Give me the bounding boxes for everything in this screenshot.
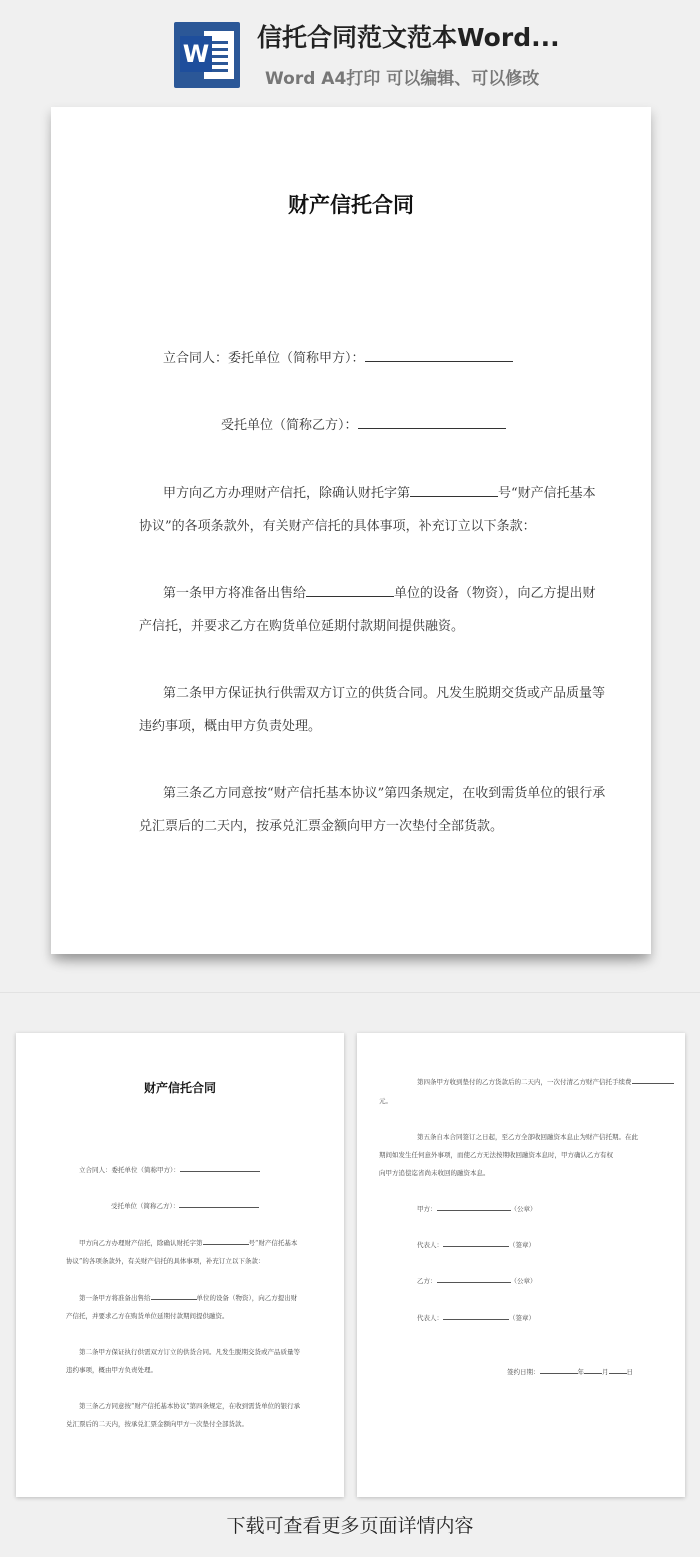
page-title: 信托合同范文范本Word...	[257, 23, 560, 52]
thumb-party-a	[79, 1165, 260, 1174]
page-thumbnail-1[interactable]	[16, 1033, 344, 1497]
thumb-art5-2: 期间如发生任何意外事项，而使乙方无法按期收回融资本息时，甲方确认乙方有权	[379, 1151, 613, 1159]
thumb-party-a-label: 立合同人：委托单位（简称甲方）：	[79, 1166, 180, 1174]
rep-a-label: 代表人：	[417, 1241, 443, 1249]
article-1-text-b: 单位的设备（物资），向乙方提出财	[394, 586, 596, 601]
party-a-label: 立合同人：委托单位（简称甲方）：	[163, 351, 365, 366]
thumb-art3-1: 第三条乙方同意按“财产信托基本协议”第四条规定，在收到需货单位的银行承	[79, 1402, 301, 1410]
thumb-blank	[180, 1165, 260, 1172]
thumb-intro-b: 号“财产信托基本	[248, 1239, 298, 1247]
article-1-text-a: 第一条甲方将准备出售给	[163, 586, 307, 601]
document-title: 财产信托合同	[288, 193, 414, 217]
intro-text-a: 甲方向乙方办理财产信托，除确认财托字第	[163, 486, 411, 501]
party-b-blank	[358, 416, 506, 429]
sign-b-seal: （公章）	[510, 1277, 537, 1285]
thumb-art1-a: 第一条甲方将准备出售给	[79, 1294, 151, 1302]
thumb-blank	[632, 1077, 674, 1084]
page-subtitle: Word A4打印 可以编辑、可以修改	[265, 69, 540, 89]
thumb-art5-1: 第五条自本合同签订之日起，至乙方全部收回融资本息止为财产信托期。在此	[417, 1133, 638, 1141]
thumb-blank	[584, 1367, 602, 1374]
thumb-art5-3: 向甲方追偿迄省尚未收回的融资本息。	[379, 1169, 490, 1177]
thumb-art1-1	[79, 1293, 297, 1302]
date-year: 年	[577, 1368, 584, 1376]
thumb-art4-2: 元。	[379, 1097, 392, 1105]
party-b-line	[221, 414, 506, 433]
article-2-line-1: 第二条甲方保证执行供需双方订立的供货合同。凡发生脱期交货或产品质量等	[163, 686, 606, 701]
article-3-line-2: 兑汇票后的二天内，按承兑汇票金额向甲方一次垫付全部货款。	[139, 819, 504, 834]
date-label: 签约日期：	[507, 1368, 540, 1376]
buyer-unit-blank	[306, 584, 394, 597]
thumb-art1-2: 产信托，并要求乙方在购货单位延期付款期间提供融资。	[66, 1312, 229, 1320]
rep-a-seal: （签章）	[509, 1241, 535, 1249]
sign-date	[507, 1367, 633, 1376]
sign-party-b	[417, 1276, 537, 1285]
sign-b-label: 乙方：	[417, 1277, 437, 1285]
party-a-blank	[365, 349, 513, 362]
thumb-blank	[179, 1201, 259, 1208]
thumb-art4-text: 第四条甲方收到垫付的乙方货款后的二天内，一次付清乙方财产信托手续费	[417, 1078, 632, 1086]
party-b-label: 受托单位（简称乙方）：	[221, 418, 358, 433]
intro-text-b: 号“财产信托基本	[498, 486, 596, 501]
document-page-preview[interactable]	[51, 107, 651, 954]
thumb-art2-1: 第二条甲方保证执行供需双方订立的供货合同。凡发生脱期交货或产品质量等	[79, 1348, 300, 1356]
download-more-link[interactable]: 下载可查看更多页面详情内容	[226, 1515, 474, 1537]
thumb-blank	[609, 1367, 627, 1374]
thumb-party-b	[111, 1201, 259, 1210]
thumb-blank	[443, 1240, 509, 1247]
party-a-line	[163, 347, 513, 366]
thumb-art4-1	[417, 1077, 674, 1086]
thumb-blank	[437, 1204, 511, 1211]
article-3-line-1: 第三条乙方同意按“财产信托基本协议”第四条规定，在收到需货单位的银行承	[163, 786, 606, 801]
rep-party-b	[417, 1313, 535, 1322]
thumb-art2-2: 违约事项，概由甲方负责处理。	[66, 1366, 157, 1374]
thumb-blank	[540, 1367, 578, 1374]
rep-b-seal: （签章）	[509, 1314, 535, 1322]
date-day: 日	[626, 1368, 633, 1376]
thumb-blank	[203, 1238, 249, 1245]
word-icon-letter: W	[180, 36, 212, 72]
sign-a-seal: （公章）	[510, 1205, 537, 1213]
thumb-blank	[443, 1313, 509, 1320]
article-1-line-2: 产信托，并要求乙方在购货单位延期付款期间提供融资。	[139, 619, 465, 634]
rep-party-a	[417, 1240, 535, 1249]
intro-line-2: 协议”的各项条款外，有关财产信托的具体事项，补充订立以下条款：	[139, 519, 536, 534]
sign-party-a	[417, 1204, 537, 1213]
thumb-blank	[151, 1293, 197, 1300]
thumb-intro-a: 甲方向乙方办理财产信托，除确认财托字第	[79, 1239, 203, 1247]
thumb-party-b-label: 受托单位（简称乙方）：	[111, 1202, 180, 1210]
thumb-intro-2: 协议”的各项条款外，有关财产信托的具体事项，补充订立以下条款：	[66, 1257, 265, 1265]
thumb-art1-b: 单位的设备（物资），向乙方提出财	[196, 1294, 298, 1302]
thumb-blank	[437, 1276, 511, 1283]
header	[0, 0, 700, 100]
intro-line-1	[163, 482, 596, 501]
page-thumbnail-2[interactable]	[357, 1033, 685, 1497]
section-divider	[0, 992, 700, 993]
article-1-line-1	[163, 582, 596, 601]
word-icon	[174, 22, 240, 88]
article-2-line-2: 违约事项，概由甲方负责处理。	[139, 719, 322, 734]
rep-b-label: 代表人：	[417, 1314, 443, 1322]
thumb-art3-2: 兑汇票后的二天内，按承兑汇票金额向甲方一次垫付全部货款。	[66, 1420, 248, 1428]
sign-a-label: 甲方：	[417, 1205, 437, 1213]
date-month: 月	[602, 1368, 609, 1376]
trust-number-blank	[410, 484, 498, 497]
thumb-intro-1	[79, 1238, 297, 1247]
thumb-title: 财产信托合同	[143, 1081, 216, 1095]
